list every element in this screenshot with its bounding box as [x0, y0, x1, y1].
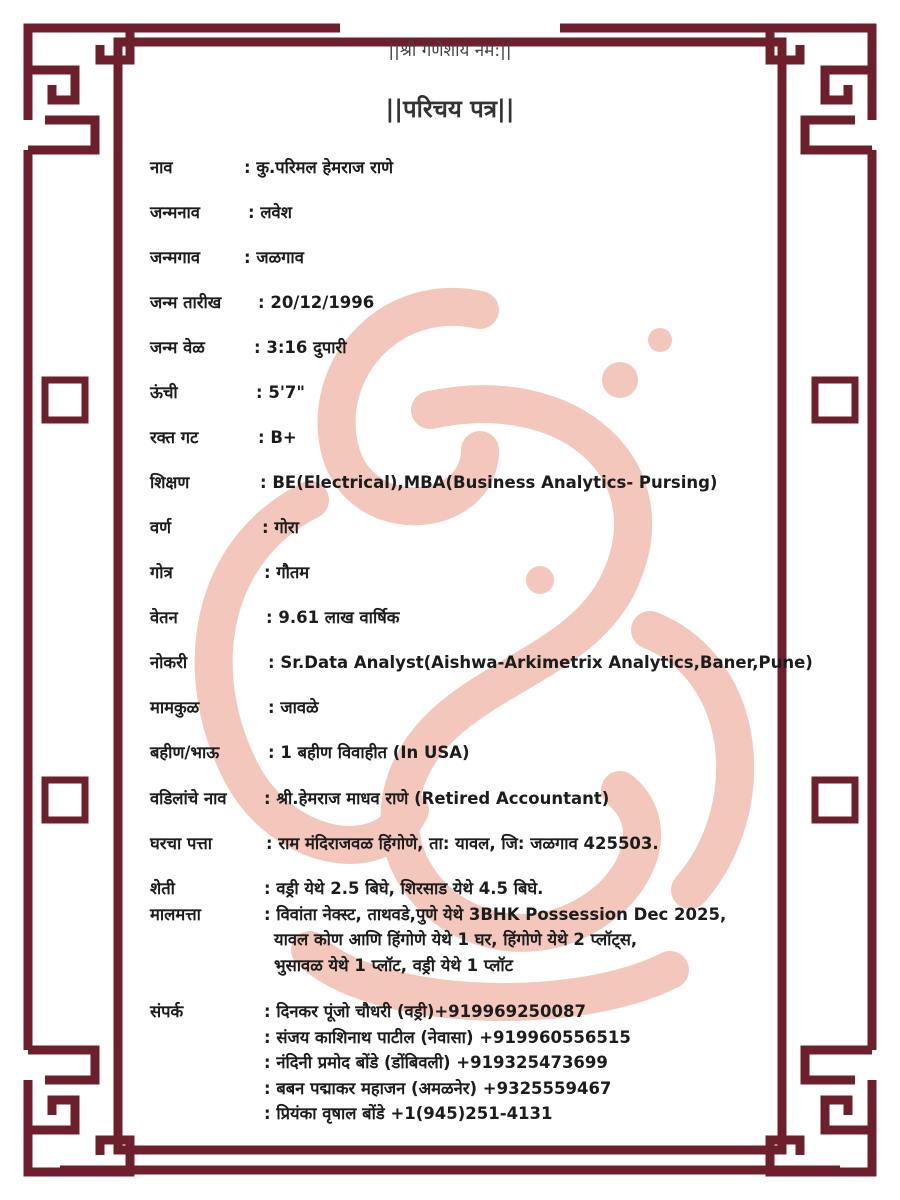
field-label: शिक्षण [150, 473, 190, 492]
property-line: : वड्री येथे 2.5 बिघे, शिरसाड येथे 4.5 बिघे. [264, 879, 544, 898]
field-label: नाव [150, 158, 173, 177]
invocation-text: ||श्री गणेशाय नम:|| [388, 41, 512, 61]
field-value: : 9.61 लाख वार्षिक [266, 608, 400, 627]
contact-line: : नंदिनी प्रमोद बोंडे (डोंबिवली) +919325473699 [264, 1053, 608, 1072]
field-value: : 5'7" [256, 383, 305, 402]
field-row [150, 200, 292, 226]
field-label: जन्म तारीख [150, 293, 222, 312]
field-row [150, 831, 659, 857]
farm-label: शेती [150, 879, 175, 898]
field-row [150, 605, 400, 631]
field-label: वेतन [150, 608, 178, 627]
field-value: : BE(Electrical),MBA(Business Analytics- Pursing) [260, 473, 718, 492]
field-value: : श्री.हेमराज माधव राणे (Retired Accountant) [264, 789, 610, 808]
field-row [150, 380, 305, 406]
field-label: बहीण/भाऊ [150, 743, 220, 762]
field-value: : लवेश [248, 203, 292, 222]
field-row [150, 560, 310, 586]
field-row [150, 470, 718, 496]
field-value: : गोरा [262, 518, 299, 537]
field-label: रक्त गट [150, 428, 199, 447]
property-line: यावल कोण आणि हिंगोणे येथे 1 घर, हिंगोणे येथे 2 प्लॉट्स, [274, 930, 638, 949]
field-row [150, 425, 297, 451]
field-row [150, 515, 299, 541]
field-label: जन्मनाव [150, 203, 200, 222]
contact-line: : संजय काशिनाथ पाटील (नेवासा) +919960556515 [264, 1027, 631, 1047]
property-line: : विवांता नेक्स्ट, ताथवडे,पुणे येथे 3BHK Possession Dec 2025, [264, 904, 727, 924]
contacts-label: संपर्क [150, 1002, 184, 1021]
field-label: ऊंची [150, 383, 178, 402]
field-label: वर्ण [150, 518, 172, 537]
assets-label: मालमत्ता [150, 905, 201, 924]
field-value: : गौतम [264, 563, 310, 582]
page-title: ||परिचय पत्र|| [385, 95, 515, 123]
field-row [150, 290, 375, 316]
field-value: : Sr.Data Analyst(Aishwa-Arkimetrix Analytics,Baner,Pune) [268, 653, 813, 672]
field-label: जन्म वेळ [150, 338, 205, 357]
field-label: नोकरी [150, 653, 188, 672]
field-label: घरचा पत्ता [150, 834, 213, 853]
field-row [150, 786, 610, 812]
property-line: भुसावळ येथे 1 प्लॉट, वड्री येथे 1 प्लॉट [274, 955, 513, 975]
field-row [150, 245, 304, 271]
field-value: : 1 बहीण विवाहीत (In USA) [268, 743, 470, 762]
field-value: : 20/12/1996 [258, 293, 375, 312]
field-label: वडिलांचे नाव [150, 789, 227, 808]
field-label: मामकुळ [150, 698, 200, 717]
field-row [150, 695, 319, 721]
field-row [150, 650, 813, 676]
field-value: : जळगाव [244, 248, 304, 267]
field-value: : कु.परिमल हेमराज राणे [244, 158, 394, 177]
contact-line: : बबन पद्माकर महाजन (अमळनेर) +9325559467 [264, 1078, 612, 1098]
contact-line: : प्रियंका वृषाल बोंडे +1(945)251-4131 [264, 1104, 553, 1123]
field-row [150, 740, 470, 766]
field-row [150, 335, 347, 361]
field-label: गोत्र [150, 563, 173, 582]
field-label: जन्मगाव [150, 248, 201, 267]
field-value: : 3:16 दुपारी [254, 338, 347, 357]
field-value: : जावळे [268, 698, 319, 717]
contact-line: : दिनकर पूंजो चौधरी (वड्री)+919969250087 [264, 1002, 586, 1021]
field-value: : B+ [258, 428, 297, 447]
field-value: : राम मंदिराजवळ हिंगोणे, ता: यावल, जि: जळगाव 425503. [266, 834, 659, 853]
field-row [150, 155, 394, 181]
